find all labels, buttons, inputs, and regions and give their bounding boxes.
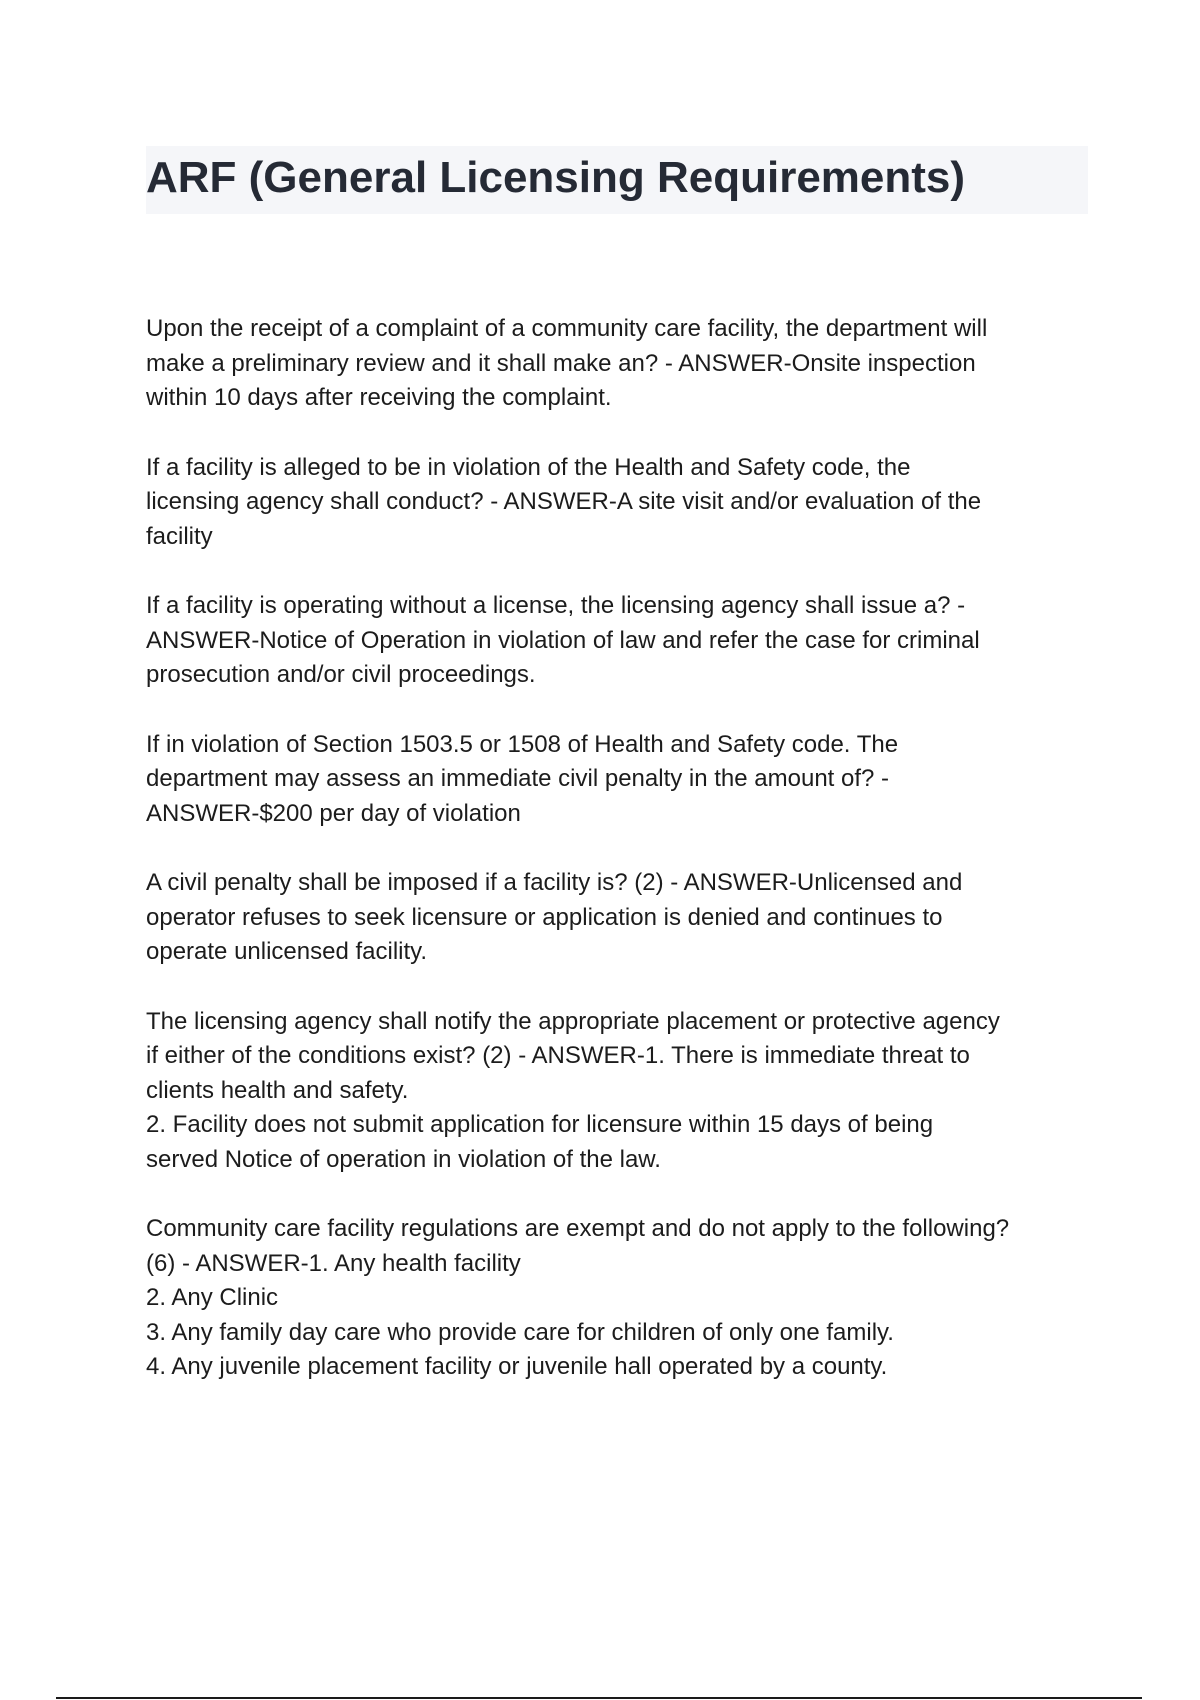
qa-line: facility: [146, 522, 213, 550]
qa-line: make a preliminary review and it shall make an? - ANSWER-Onsite inspection: [146, 349, 976, 377]
qa-line: operator refuses to seek licensure or application is denied and continues to: [146, 903, 943, 931]
document-title: ARF (General Licensing Requirements): [146, 153, 966, 202]
qa-line: Community care facility regulations are exempt and do not apply to the following?: [146, 1215, 1010, 1242]
qa-line: department may assess an immediate civil penalty in the amount of? -: [146, 765, 890, 792]
qa-entry: [146, 1212, 1096, 1385]
qa-line: ANSWER-Notice of Operation in violation of law and refer the case for criminal: [146, 626, 980, 654]
qa-line: The licensing agency shall notify the appropriate placement or protective agency: [146, 1007, 1000, 1035]
qa-line: 4. Any juvenile placement facility or juvenile hall operated by a county.: [146, 1353, 888, 1380]
qa-line: (6) - ANSWER-1. Any health facility: [146, 1249, 521, 1277]
qa-entry: [146, 1005, 1096, 1178]
qa-line: clients health and safety.: [146, 1076, 409, 1104]
qa-entry: [146, 728, 1096, 832]
qa-line: Upon the receipt of a complaint of a community care facility, the department will: [146, 315, 988, 342]
qa-entry: [146, 866, 1096, 970]
qa-list: [146, 312, 1096, 1420]
qa-entry: [146, 451, 1096, 555]
qa-line: 2. Facility does not submit application for licensure within 15 days of being: [146, 1111, 934, 1138]
qa-entry: [146, 312, 1096, 416]
qa-line: 2. Any Clinic: [146, 1284, 279, 1311]
qa-line: ANSWER-$200 per day of violation: [146, 799, 521, 827]
qa-line: If a facility is alleged to be in violation of the Health and Safety code, the: [146, 453, 911, 481]
qa-line: served Notice of operation in violation of the law.: [146, 1145, 661, 1173]
qa-line: A civil penalty shall be imposed if a facility is? (2) - ANSWER-Unlicensed and: [146, 869, 963, 896]
qa-line: 3. Any family day care who provide care for children of only one family.: [146, 1318, 894, 1346]
qa-line: operate unlicensed facility.: [146, 938, 428, 965]
page-divider: [56, 1697, 1142, 1699]
qa-entry: [146, 589, 1096, 693]
qa-line: if either of the conditions exist? (2) - ANSWER-1. There is immediate threat to: [146, 1042, 970, 1069]
qa-line: prosecution and/or civil proceedings.: [146, 661, 536, 688]
title-banner: [146, 146, 1088, 214]
qa-line: If in violation of Section 1503.5 or 1508 of Health and Safety code. The: [146, 730, 899, 758]
qa-line: licensing agency shall conduct? - ANSWER-A site visit and/or evaluation of the: [146, 488, 982, 515]
qa-line: If a facility is operating without a license, the licensing agency shall issue a? -: [146, 592, 966, 619]
qa-line: within 10 days after receiving the complaint.: [146, 384, 612, 411]
